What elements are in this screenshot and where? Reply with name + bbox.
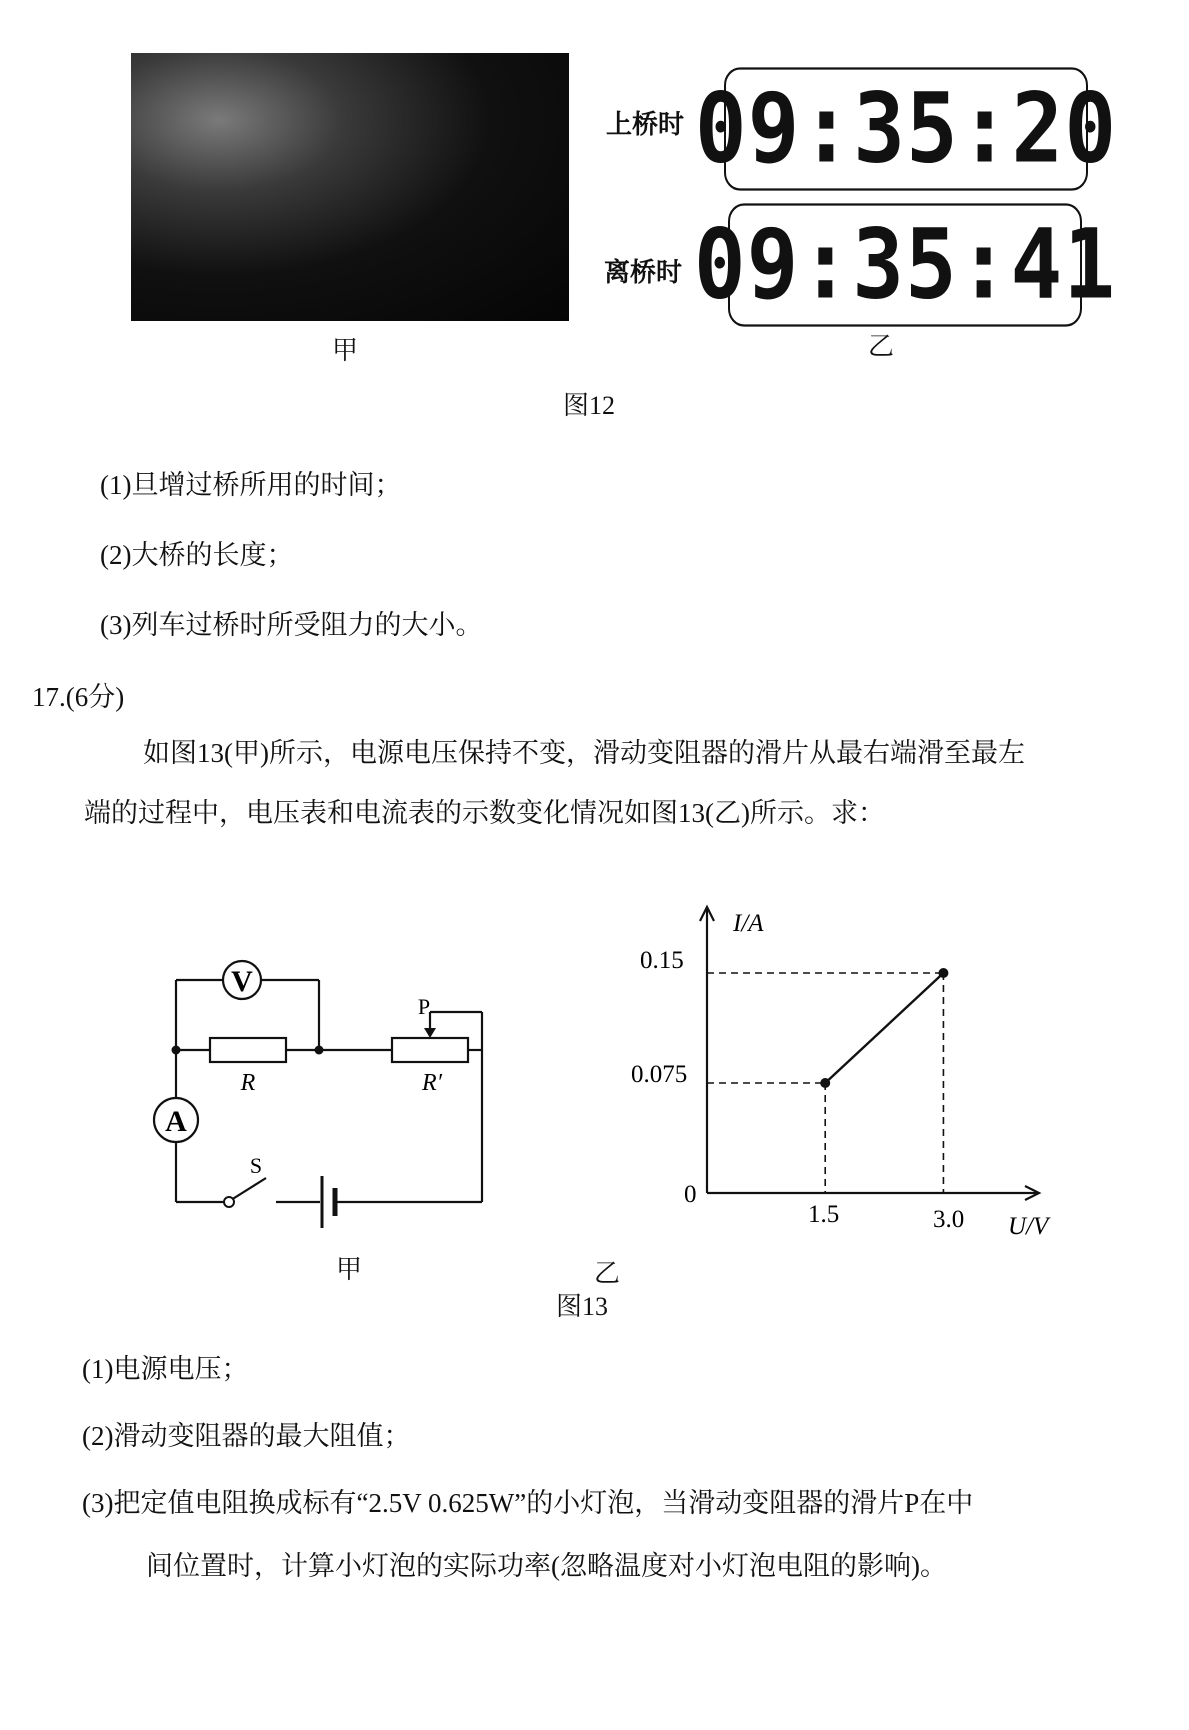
clock-label-on: 上桥时 xyxy=(606,110,685,140)
origin-label: 0 xyxy=(684,1181,697,1208)
voltmeter-label: V xyxy=(231,965,253,998)
q17-item-2: (2)滑动变阻器的最大阻值； xyxy=(82,1421,411,1451)
x-tick-label-3.0: 3.0 xyxy=(933,1206,965,1233)
clock-time-on: 09:35:20 xyxy=(694,73,1118,185)
q17-item-3: (3)把定值电阻换成标有“2.5V 0.625W”的小灯泡，当滑动变阻器的滑片P在中 xyxy=(82,1488,974,1518)
series-line-0 xyxy=(825,973,943,1083)
q17-item-3-cont: 间位置时，计算小灯泡的实际功率(忽略温度对小灯泡电阻的影响)。 xyxy=(146,1551,947,1581)
rheostat-label: R′ xyxy=(422,1070,442,1096)
fig13-caption: 图13 xyxy=(556,1292,609,1321)
clock-display-off xyxy=(693,203,1117,326)
ammeter-label: A xyxy=(165,1105,187,1138)
iu-graph xyxy=(620,895,1080,1240)
y-axis-label: I/A xyxy=(733,910,764,937)
resistor-label: R xyxy=(240,1070,256,1096)
x-tick-label-1.5: 1.5 xyxy=(808,1201,840,1228)
circuit-diagram xyxy=(140,930,540,1250)
switch-label: S xyxy=(249,1153,263,1178)
q16-item-2: (2)大桥的长度； xyxy=(100,540,294,570)
fig12-sub-jia: 甲 xyxy=(332,336,359,365)
q16-item-1: (1)旦增过桥所用的时间； xyxy=(100,470,402,500)
clock-label-off: 离桥时 xyxy=(604,258,683,288)
x-axis-label: U/V xyxy=(1008,1213,1049,1240)
y-tick-label-0.15: 0.15 xyxy=(640,947,684,974)
q17-stem-line2: 端的过程中，电压表和电流表的示数变化情况如图13(乙)所示。求： xyxy=(84,798,885,828)
data-point-1 xyxy=(938,968,948,978)
q17-item-1: (1)电源电压； xyxy=(82,1354,249,1384)
fig13-sub-yi: 乙 xyxy=(594,1259,621,1288)
fig13-sub-jia: 甲 xyxy=(336,1255,363,1284)
q17-header: 17.(6分) xyxy=(32,682,125,712)
y-tick-label-0.075: 0.075 xyxy=(631,1061,688,1088)
clock-time-off: 09:35:41 xyxy=(693,209,1117,321)
clock-display-on xyxy=(694,67,1118,190)
fig12-caption: 图12 xyxy=(563,391,616,420)
fig12-sub-yi: 乙 xyxy=(868,332,895,361)
q16-item-3: (3)列车过桥时所受阻力的大小。 xyxy=(100,610,483,640)
q17-stem-line1: 如图13(甲)所示，电源电压保持不变，滑动变阻器的滑片从最右端滑至最左 xyxy=(143,738,1025,768)
bridge-photo xyxy=(131,53,569,321)
data-point-0 xyxy=(820,1078,830,1088)
slider-label: P xyxy=(417,994,431,1019)
